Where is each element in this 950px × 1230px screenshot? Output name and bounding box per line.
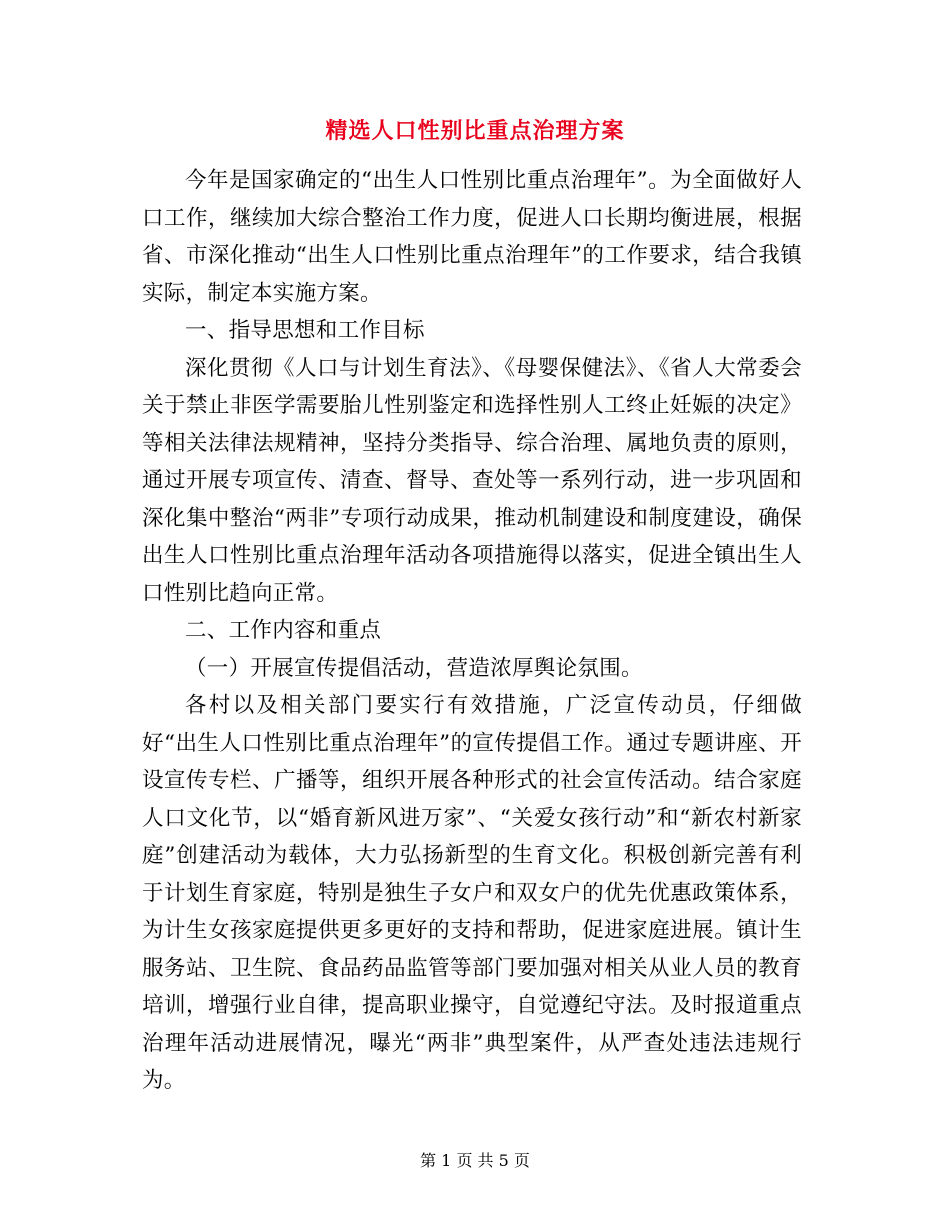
document-title: 精选人口性别比重点治理方案: [325, 118, 625, 144]
subsection-heading-1: （一）开展宣传提倡活动，营造浓厚舆论氛围。: [185, 655, 643, 681]
paragraph-publicity: 各村以及相关部门要实行有效措施，广泛宣传动员，仔细做好“出生人口性别比重点治理年”的宣传提倡工作。通过专题讲座、开设宣传专栏、广播等，组织开展各种形式的社会宣传活动。结合家庭人口文化节，以“婚育新风进万家”、“关爱女孩行动”和“新农村新家庭”创建活动为载体，大力弘扬新型的生育文化。积极创新完善有利于计划生育家庭，特别是独生子女户和双女户的优先优惠政策体系，为计生女孩家庭提供更多更好的支持和帮助，促进家庭进展。镇计生服务站、卫生院、食品药品监管等部门要加强对相关从业人员的教育培训，增强行业自律，提高职业操守，自觉遵纪守法。及时报道重点治理年活动进展情况，曝光“两非”典型案件，从严查处违法违规行为。: [142, 693, 802, 1093]
page-footer: 第 1 页 共 5 页: [420, 1151, 530, 1170]
document-body: [142, 162, 802, 1100]
paragraph-intro: 今年是国家确定的“出生人口性别比重点治理年”。为全面做好人口工作，继续加大综合整治工作力度，促进人口长期均衡进展，根据省、市深化推动“出生人口性别比重点治理年”的工作要求，结合我镇实际，制定本实施方案。: [142, 168, 802, 306]
section-heading-1: 一、指导思想和工作目标: [185, 318, 425, 343]
section-heading-2: 二、工作内容和重点: [185, 618, 382, 643]
paragraph-guiding-thought: 深化贯彻《人口与计划生育法》、《母婴保健法》、《省人大常委会关于禁止非医学需要胎儿性别鉴定和选择性别人工终止妊娠的决定》等相关法律法规精神，坚持分类指导、综合治理、属地负责的原则，通过开展专项宣传、清查、督导、查处等一系列行动，进一步巩固和深化集中整治“两非”专项行动成果，推动机制建设和制度建设，确保出生人口性别比重点治理年活动各项措施得以落实，促进全镇出生人口性别比趋向正常。: [142, 355, 802, 606]
